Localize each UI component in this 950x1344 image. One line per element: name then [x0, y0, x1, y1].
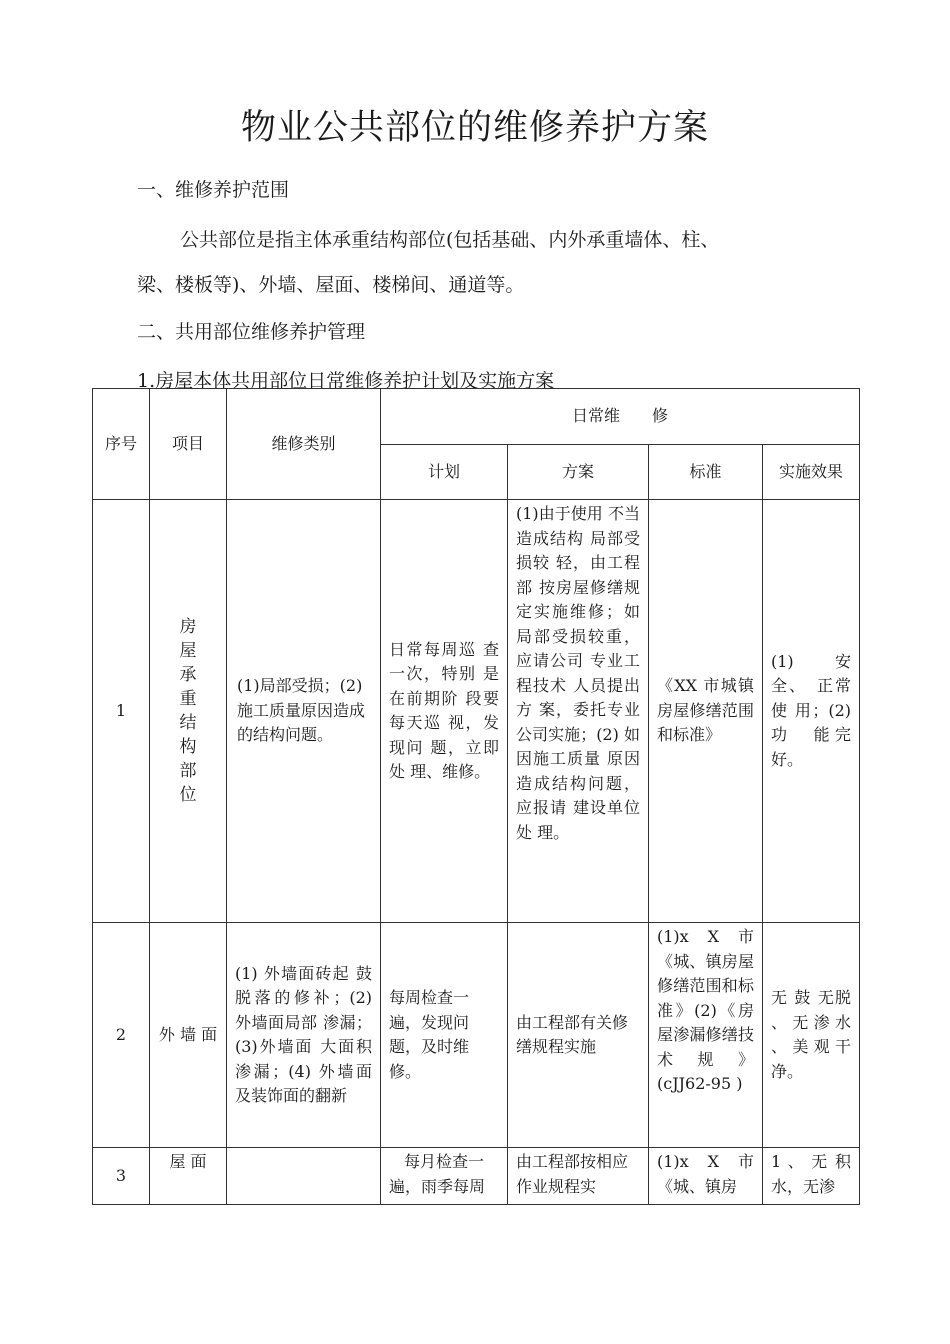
section-subheading-plan: 1.房屋本体共用部位日常维修养护计划及实施方案 — [137, 370, 555, 392]
row1-plan: 日常每周巡 查一次，特别 是在前期阶 段要每天巡 视，发现问 题，立即处 理、维修。 — [389, 639, 499, 781]
row1-seq: 1 — [93, 500, 150, 923]
row3-item: 屋 面 — [150, 1148, 227, 1205]
row1-item-cell — [150, 500, 227, 923]
row2-standard: (1)x X 市《城、镇房屋修缮范围和标准》(2)《房屋渗漏修缮技术规》(cJJ62-95 ) — [657, 927, 754, 1093]
row1-effect: (1) 安全、 正常使 用；(2)功 能完好。 — [771, 651, 852, 769]
row1-category: (1)局部受损；(2)施工质量原因造成的结构问题。 — [237, 676, 366, 745]
row1-standard: 《XX 市城镇房屋修缮范围和标准》 — [657, 676, 754, 745]
row1-scheme: (1)由于使用 不当造成结构 局部受损较 轻，由工程部 按房屋修缮规 定实施维修；如局部受损较重，应请公司 专业工程技术 人员提出方 案，委托专业 公司实施；(2) 如因施工质量 原因造成结构问题，应报请 建设单位处 理。 — [516, 504, 640, 842]
row3-scheme-cell — [508, 1148, 649, 1205]
row1-item: 房屋承重结构部位 — [179, 616, 197, 805]
scope-paragraph-line1: 公共部位是指主体承重结构部位(包括基础、内外承重墙体、柱、 — [180, 229, 720, 251]
header-scheme: 方案 — [508, 445, 649, 500]
row2-scheme-cell — [508, 923, 649, 1148]
header-seq: 序号 — [93, 389, 150, 500]
table-row — [93, 923, 860, 1148]
row1-category-cell — [227, 500, 381, 923]
header-standard: 标准 — [649, 445, 763, 500]
table-row — [93, 500, 860, 923]
row2-category-cell — [227, 923, 381, 1148]
header-plan: 计划 — [381, 445, 508, 500]
row3-scheme: 由工程部按相应作业规程实 — [516, 1152, 629, 1196]
row2-standard-cell — [649, 923, 763, 1148]
section-heading-management: 二、共用部位维修养护管理 — [137, 321, 366, 343]
header-daily-maintenance: 日常维 修 — [381, 389, 860, 445]
header-item: 项目 — [150, 389, 227, 500]
row3-plan: 每月检查一遍，雨季每周 — [389, 1152, 486, 1196]
row2-scheme: 由工程部有关修缮规程实施 — [516, 1012, 629, 1056]
header-category: 维修类别 — [227, 389, 381, 500]
row3-seq: 3 — [93, 1148, 150, 1205]
row2-plan-cell — [381, 923, 508, 1148]
scope-paragraph-line2: 梁、楼板等)、外墙、屋面、楼梯间、通道等。 — [137, 274, 525, 296]
row2-plan: 每周检查一遍，发现问题，及时维修。 — [389, 988, 470, 1081]
header-effect: 实施效果 — [763, 445, 860, 500]
row2-category: (1) 外墙面砖起 鼓脱落的修补；(2) 外墙面局部 渗漏；(3)外墙面 大面积渗漏；(4) 外墙面及装饰面的翻新 — [235, 963, 372, 1105]
table-row — [93, 1148, 860, 1205]
row1-plan-cell — [381, 500, 508, 923]
row3-effect: 1 、 无 积水，无渗 — [771, 1152, 852, 1196]
row2-effect: 无 鼓 无脱 、无渗水 、美观干净。 — [771, 988, 852, 1081]
row3-effect-cell — [763, 1148, 860, 1205]
maintenance-plan-table — [92, 388, 860, 1205]
row3-plan-cell — [381, 1148, 508, 1205]
page-title: 物业公共部位的维修养护方案 — [240, 108, 709, 148]
row2-item: 外 墙 面 — [150, 923, 227, 1148]
row2-seq: 2 — [93, 923, 150, 1148]
row3-category — [227, 1148, 381, 1205]
row1-standard-cell — [649, 500, 763, 923]
row3-standard-cell — [649, 1148, 763, 1205]
row3-standard: (1)x X 市《城、镇房 — [657, 1152, 754, 1196]
section-heading-scope: 一、维修养护范围 — [137, 179, 290, 201]
row2-effect-cell — [763, 923, 860, 1148]
row1-scheme-cell — [508, 500, 649, 923]
row1-effect-cell — [763, 500, 860, 923]
